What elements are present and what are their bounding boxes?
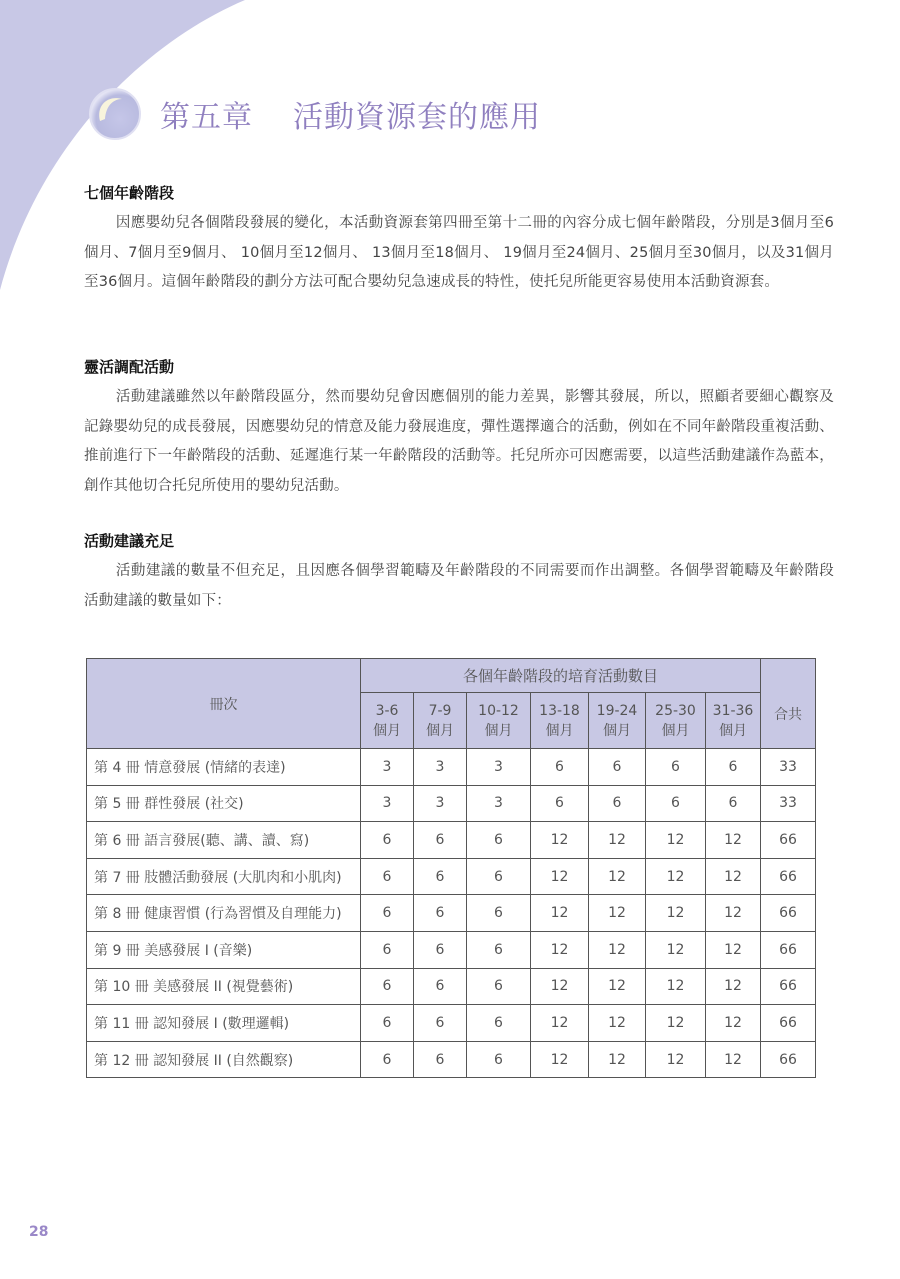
count-cell: 12: [589, 1005, 646, 1042]
count-cell: 6: [414, 968, 467, 1005]
count-cell: 6: [646, 749, 706, 786]
count-cell: 12: [646, 931, 706, 968]
count-cell: 3: [414, 749, 467, 786]
count-cell: 6: [361, 968, 414, 1005]
count-cell: 3: [467, 749, 531, 786]
age-unit: 個月: [603, 722, 631, 739]
section-body: 因應嬰幼兒各個階段發展的變化，本活動資源套第四冊至第十二冊的內容分成七個年齡階段，分別是3個月至6個月、7個月至9個月、 10個月至12個月、 13個月至18個月、 19個月至24個月、25個月至30個月，以及31個月至36個月。這個年齡階段的劃分方法可配合嬰幼兒急速成長的特性，使托兒所能更容易使用本活動資源套。: [84, 215, 834, 290]
age-range: 25-30: [655, 702, 696, 719]
total-header: 合共: [761, 659, 816, 749]
count-cell: 6: [414, 931, 467, 968]
count-cell: 12: [531, 1005, 589, 1042]
count-cell: 6: [467, 858, 531, 895]
age-unit: 個月: [426, 722, 454, 739]
count-cell: 12: [531, 895, 589, 932]
count-cell: 6: [467, 1005, 531, 1042]
page-number: 28: [29, 1224, 49, 1240]
age-range: 7-9: [428, 702, 452, 719]
table-row: [87, 1041, 816, 1078]
table-row: [87, 822, 816, 859]
count-cell: 12: [589, 931, 646, 968]
count-cell: 3: [361, 785, 414, 822]
total-cell: 66: [761, 931, 816, 968]
section-flexible-activities: [84, 356, 834, 501]
count-cell: 12: [589, 968, 646, 1005]
age-column-header: [414, 693, 467, 749]
age-unit: 個月: [373, 722, 401, 739]
count-cell: 12: [589, 895, 646, 932]
count-cell: 6: [467, 968, 531, 1005]
count-cell: 6: [414, 858, 467, 895]
age-group-header: 各個年齡階段的培育活動數目: [361, 659, 761, 693]
count-cell: 12: [646, 858, 706, 895]
count-cell: 6: [467, 1041, 531, 1078]
total-cell: 33: [761, 785, 816, 822]
count-cell: 12: [706, 1041, 761, 1078]
chapter-header: [88, 86, 541, 142]
count-cell: 6: [589, 749, 646, 786]
age-column-header: [467, 693, 531, 749]
count-cell: 12: [589, 822, 646, 859]
volume-cell: 第 6 冊 語言發展(聽、講、讀、寫): [87, 822, 361, 859]
volume-cell: 第 8 冊 健康習慣 (行為習慣及自理能力): [87, 895, 361, 932]
age-unit: 個月: [661, 722, 690, 739]
count-cell: 12: [589, 858, 646, 895]
age-column-header: [646, 693, 706, 749]
total-cell: 66: [761, 895, 816, 932]
count-cell: 12: [589, 1041, 646, 1078]
section-body: 活動建議雖然以年齡階段區分，然而嬰幼兒會因應個別的能力差異，影響其發展，所以，照顧者要細心觀察及記錄嬰幼兒的成長發展，因應嬰幼兒的情意及能力發展進度，彈性選擇適合的活動，例如在不同年齡階段重複活動、推前進行下一年齡階段的活動、延遲進行某一年齡階段的活動等。托兒所亦可因應需要，以這些活動建議作為藍本，創作其他切合托兒所使用的嬰幼兒活動。: [84, 389, 834, 494]
volume-cell: 第 9 冊 美感發展 I (音樂): [87, 931, 361, 968]
count-cell: 12: [531, 822, 589, 859]
count-cell: 3: [414, 785, 467, 822]
count-cell: 12: [706, 858, 761, 895]
table-row: [87, 968, 816, 1005]
count-cell: 12: [646, 822, 706, 859]
count-cell: 12: [531, 858, 589, 895]
count-cell: 12: [646, 1005, 706, 1042]
total-cell: 66: [761, 822, 816, 859]
table-row: [87, 749, 816, 786]
count-cell: 6: [361, 822, 414, 859]
count-cell: 6: [361, 895, 414, 932]
count-cell: 12: [531, 1041, 589, 1078]
count-cell: 12: [531, 968, 589, 1005]
age-column-header: [361, 693, 414, 749]
table-row: [87, 1005, 816, 1042]
total-cell: 66: [761, 968, 816, 1005]
count-cell: 6: [706, 749, 761, 786]
chapter-title: [160, 92, 541, 136]
count-cell: 3: [467, 785, 531, 822]
volume-header: 冊次: [87, 659, 361, 749]
count-cell: 12: [706, 822, 761, 859]
count-cell: 6: [467, 822, 531, 859]
volume-cell: 第 11 冊 認知發展 I (數理邏輯): [87, 1005, 361, 1042]
count-cell: 6: [361, 858, 414, 895]
volume-cell: 第 5 冊 群性發展 (社交): [87, 785, 361, 822]
section-sufficient-activities: [84, 530, 834, 616]
chapter-name: 活動資源套的應用: [293, 100, 541, 135]
count-cell: 6: [706, 785, 761, 822]
table-row: [87, 858, 816, 895]
count-cell: 6: [467, 895, 531, 932]
total-cell: 66: [761, 1041, 816, 1078]
count-cell: 12: [706, 931, 761, 968]
age-range: 3-6: [375, 702, 399, 719]
total-cell: 66: [761, 858, 816, 895]
count-cell: 6: [361, 1005, 414, 1042]
count-cell: 6: [414, 1041, 467, 1078]
count-cell: 6: [531, 785, 589, 822]
table-row: [87, 895, 816, 932]
count-cell: 6: [414, 895, 467, 932]
age-range: 10-12: [478, 702, 519, 719]
volume-cell: 第 12 冊 認知發展 II (自然觀察): [87, 1041, 361, 1078]
age-range: 19-24: [596, 702, 638, 719]
section-age-stages: [84, 182, 834, 298]
count-cell: 6: [589, 785, 646, 822]
count-cell: 12: [706, 895, 761, 932]
count-cell: 6: [646, 785, 706, 822]
bubble-icon: [88, 87, 142, 141]
volume-cell: 第 4 冊 情意發展 (情緒的表達): [87, 749, 361, 786]
count-cell: 12: [646, 1041, 706, 1078]
volume-cell: 第 10 冊 美感發展 II (視覺藝術): [87, 968, 361, 1005]
total-cell: 33: [761, 749, 816, 786]
total-cell: 66: [761, 1005, 816, 1042]
table-row: [87, 785, 816, 822]
age-unit: 個月: [545, 722, 574, 739]
section-heading: 活動建議充足: [84, 532, 175, 550]
age-column-header: [531, 693, 589, 749]
count-cell: 12: [646, 968, 706, 1005]
count-cell: 6: [467, 931, 531, 968]
section-heading: 七個年齡階段: [84, 184, 175, 202]
age-column-header: [706, 693, 761, 749]
age-range: 31-36: [712, 702, 754, 719]
age-unit: 個月: [484, 722, 513, 739]
count-cell: 6: [414, 1005, 467, 1042]
age-unit: 個月: [719, 722, 747, 739]
section-heading: 靈活調配活動: [84, 358, 175, 376]
table-row: [87, 931, 816, 968]
count-cell: 6: [531, 749, 589, 786]
age-column-header: [589, 693, 646, 749]
count-cell: 12: [706, 1005, 761, 1042]
activity-count-table: [86, 658, 816, 1078]
volume-cell: 第 7 冊 肢體活動發展 (大肌肉和小肌肉): [87, 858, 361, 895]
count-cell: 12: [646, 895, 706, 932]
chapter-number: 第五章: [160, 100, 253, 135]
count-cell: 6: [361, 931, 414, 968]
section-body: 活動建議的數量不但充足，且因應各個學習範疇及年齡階段的不同需要而作出調整。各個學習範疇及年齡階段活動建議的數量如下：: [84, 563, 834, 609]
count-cell: 6: [361, 1041, 414, 1078]
count-cell: 12: [531, 931, 589, 968]
count-cell: 12: [706, 968, 761, 1005]
count-cell: 6: [414, 822, 467, 859]
age-range: 13-18: [539, 702, 580, 719]
count-cell: 3: [361, 749, 414, 786]
